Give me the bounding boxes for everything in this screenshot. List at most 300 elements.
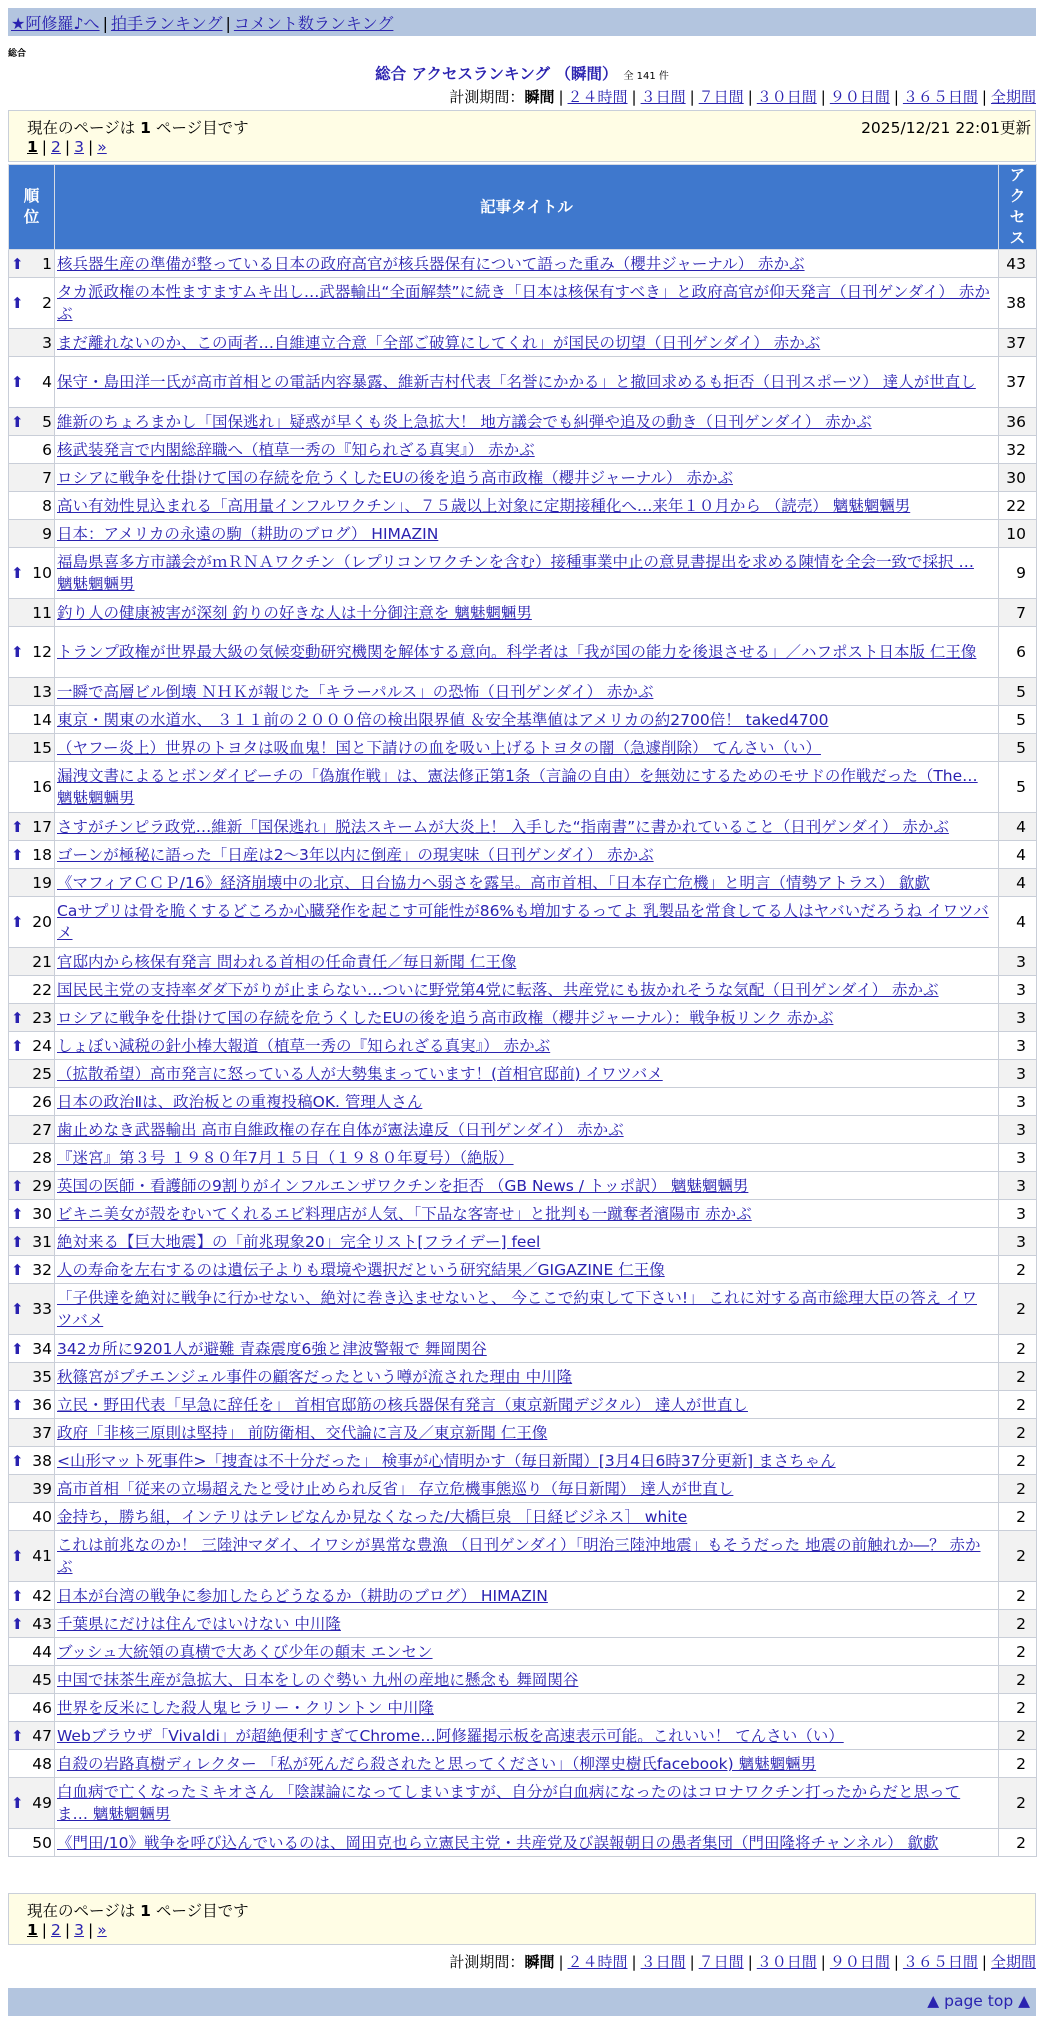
article-link[interactable]: 絶対来る【巨大地震】の「前兆現象20」完全リスト[フライデー] feel (57, 1232, 541, 1251)
rank-number: 36 (32, 1395, 52, 1414)
article-link[interactable]: 金持ち，勝ち組，インテリはテレビなんか見なくなった/大橋巨泉 ［日経ビジネス］ white (57, 1507, 688, 1526)
rank-cell (9, 869, 55, 897)
access-count: 30 (999, 464, 1037, 492)
pagination-separator: | (64, 1921, 71, 1939)
rank-cell (9, 1666, 55, 1694)
article-link[interactable]: タカ派政権の本性ますますムキ出し…武器輸出“全面解禁”に続き「日本は核保有すべき」と政府高官が仰天発言（日刊ゲンダイ） 赤かぶ (57, 283, 990, 323)
access-count: 2 (999, 1610, 1037, 1638)
period-link[interactable]: ９０日間 (829, 88, 890, 106)
article-link[interactable]: 歯止めなき武器輸出 高市自維政権の存在自体が憲法違反（日刊ゲンダイ） 赤かぶ (57, 1120, 624, 1139)
pagination (27, 1921, 107, 1939)
table-row (9, 1060, 1037, 1088)
article-link[interactable]: Webブラウザ「Vivaldi」が超絶便利すぎてChrome…阿修羅掲示板を高速表示可能。これいい！ てんさい（い） (57, 1726, 844, 1745)
access-count: 2 (999, 1503, 1037, 1531)
rank-number: 7 (42, 468, 52, 487)
up-arrow-icon: ⬆ (11, 1395, 24, 1414)
rank-number: 31 (32, 1232, 52, 1251)
article-link[interactable]: 一瞬で高層ビル倒壊 ＮＨＫが報じた「キラーパルス」の恐怖（日刊ゲンダイ） 赤かぶ (57, 682, 654, 701)
title-cell (55, 1475, 999, 1503)
rank-cell (9, 734, 55, 762)
rank-number: 40 (32, 1507, 52, 1526)
article-link[interactable]: 日本の政治Ⅱは、政治板との重複投稿OK. 管理人さん (57, 1092, 423, 1111)
rank-number: 6 (42, 440, 52, 459)
rank-cell (9, 627, 55, 678)
table-row (9, 1172, 1037, 1200)
article-link[interactable]: 自殺の岩路真樹ディレクター 「私が死んだら殺されたと思ってください」（柳澤史樹氏facebook) 魑魅魍魎男 (57, 1754, 817, 1773)
article-link[interactable]: 世界を反米にした殺人鬼ヒラリー・クリントン 中川隆 (57, 1698, 434, 1717)
rank-cell (9, 1200, 55, 1228)
table-row (9, 1722, 1037, 1750)
rank-cell (9, 1829, 55, 1857)
rank-cell (9, 492, 55, 520)
table-row (9, 948, 1037, 976)
period-link[interactable]: ３６５日間 (902, 1953, 978, 1971)
article-link[interactable]: 国民民主党の支持率ダダ下がりが止まらない…ついに野党第4党に転落、共産党にも抜かれそうな気配（日刊ゲンダイ） 赤かぶ (57, 980, 939, 999)
period-link[interactable]: ７日間 (698, 1953, 744, 1971)
title-cell (55, 1694, 999, 1722)
article-link[interactable]: まだ離れないのか、この両者…自維連立合意「全部ご破算にしてくれ」が国民の切望（日刊ゲンダイ） 赤かぶ (57, 333, 821, 352)
access-count: 3 (999, 1060, 1037, 1088)
table-row (9, 1475, 1037, 1503)
table-row (9, 813, 1037, 841)
article-link[interactable]: 《マフィアＣＣＰ/16》経済崩壊中の北京、日台協力へ弱さを露呈。高市首相、「日本存亡危機」と明言（情勢アトラス） 歙歔 (57, 873, 930, 892)
title-cell (55, 278, 999, 329)
article-link[interactable]: 政府「非核三原則は堅持」 前防衛相、交代論に言及／東京新聞 仁王像 (57, 1423, 548, 1442)
page-info-bottom (8, 1893, 1036, 1945)
article-link[interactable]: ブッシュ大統領の真横で大あくび少年の顛末 エンセン (57, 1642, 433, 1661)
pagination-separator: | (41, 1921, 48, 1939)
period-separator: | (893, 88, 899, 106)
page-status-after: ページ目です (155, 1902, 249, 1920)
article-link[interactable]: 維新のちょろまかし「国保逃れ」疑惑が早くも炎上急拡大！ 地方議会でも糾弾や追及の動き（日刊ゲンダイ） 赤かぶ (57, 412, 872, 431)
rank-cell (9, 1722, 55, 1750)
period-separator: | (820, 88, 826, 106)
page-title-line (0, 62, 1044, 84)
rank-cell (9, 1363, 55, 1391)
table-row (9, 1503, 1037, 1531)
table-header-row (9, 165, 1037, 250)
access-count: 2 (999, 1829, 1037, 1857)
access-count: 22 (999, 492, 1037, 520)
title-cell (55, 1335, 999, 1363)
table-row (9, 1666, 1037, 1694)
rank-number: 16 (32, 778, 52, 796)
article-link[interactable]: しょぼい減税の針小棒大報道（植草一秀の『知られざる真実』） 赤かぶ (57, 1036, 551, 1055)
table-row (9, 976, 1037, 1004)
access-count: 37 (999, 329, 1037, 357)
title-cell (55, 706, 999, 734)
rank-number: 32 (32, 1260, 52, 1279)
title-cell (55, 1722, 999, 1750)
rank-number: 43 (32, 1614, 52, 1633)
period-separator: | (689, 1953, 695, 1971)
access-count: 10 (999, 520, 1037, 548)
table-row (9, 1447, 1037, 1475)
up-arrow-icon: ⬆ (11, 294, 24, 312)
table-row (9, 1778, 1037, 1829)
pagination-current: 1 (27, 138, 38, 156)
title-cell (55, 1666, 999, 1694)
table-row (9, 1531, 1037, 1582)
home-link[interactable]: ★阿修羅♪へ (11, 14, 100, 33)
rank-number: 12 (32, 643, 52, 661)
up-arrow-icon: ⬆ (11, 1726, 24, 1745)
table-row (9, 869, 1037, 897)
access-count: 3 (999, 1144, 1037, 1172)
current-page-number: 1 (140, 1902, 151, 1920)
rank-number: 34 (32, 1339, 52, 1358)
rank-cell (9, 813, 55, 841)
rank-number: 19 (32, 873, 52, 892)
title-cell (55, 408, 999, 436)
rank-number: 21 (32, 952, 52, 971)
article-link[interactable]: 人の寿命を左右するのは遺伝子よりも環境や選択だという研究結果／GIGAZINE 仁王像 (57, 1260, 665, 1279)
article-link[interactable]: 《門田/10》戦争を呼び込んでいるのは、岡田克也ら立憲民主党・共産党及び誤報朝日の愚者集団（門田隆将チャンネル） 歙歔 (57, 1833, 939, 1852)
access-count: 2 (999, 1256, 1037, 1284)
title-cell (55, 1419, 999, 1447)
access-count: 2 (999, 1582, 1037, 1610)
pagination-link[interactable]: 3 (74, 1921, 85, 1939)
access-count: 2 (999, 1638, 1037, 1666)
rank-number: 28 (32, 1148, 52, 1167)
rank-number: 15 (32, 738, 52, 757)
rank-number: 41 (32, 1547, 52, 1565)
up-arrow-icon: ⬆ (11, 1614, 24, 1633)
pagination-separator: | (88, 138, 94, 156)
period-link[interactable]: ３６５日間 (902, 88, 978, 106)
title-cell (55, 1228, 999, 1256)
pagination-separator: | (41, 138, 48, 156)
page-status-text (27, 116, 249, 138)
table-row (9, 762, 1037, 813)
page-title: 総合 アクセスランキング （瞬間） (375, 65, 618, 83)
period-link[interactable]: ９０日間 (829, 1953, 890, 1971)
article-link[interactable]: <山形マット死事件>「捜査は不十分だった」 検事が心情明かす（毎日新聞）[3月4日6時37分更新] まさちゃん (57, 1451, 836, 1470)
period-separator: | (747, 1953, 753, 1971)
table-row (9, 278, 1037, 329)
rank-cell (9, 1172, 55, 1200)
title-cell (55, 1610, 999, 1638)
rank-cell (9, 1503, 55, 1531)
table-row (9, 841, 1037, 869)
title-cell (55, 1363, 999, 1391)
article-link[interactable]: 『迷宮』第３号 １９８０年7月１５日（１９８０年夏号）（絶版） (57, 1148, 514, 1167)
rank-cell (9, 841, 55, 869)
up-arrow-icon: ⬆ (11, 845, 24, 864)
pagination-link[interactable]: 3 (74, 138, 85, 156)
table-row (9, 599, 1037, 627)
title-cell (55, 1060, 999, 1088)
access-count: 2 (999, 1750, 1037, 1778)
title-cell (55, 1284, 999, 1335)
rank-cell (9, 1419, 55, 1447)
rank-number: 26 (32, 1092, 52, 1111)
rank-cell (9, 1060, 55, 1088)
article-link[interactable]: トランプ政権が世界最大級の気候変動研究機関を解体する意向。科学者は「我が国の能力を後退させる」／ハフポスト日本版 仁王像 (57, 643, 977, 661)
article-link[interactable]: 核武装発言で内閣総辞職へ（植草一秀の『知られざる真実』） 赤かぶ (57, 440, 535, 459)
pagination-separator: | (64, 138, 71, 156)
title-cell (55, 1503, 999, 1531)
access-count: 2 (999, 1694, 1037, 1722)
rank-number: 4 (42, 373, 52, 391)
access-count: 3 (999, 1172, 1037, 1200)
title-cell (55, 1531, 999, 1582)
title-cell (55, 464, 999, 492)
rank-cell (9, 1391, 55, 1419)
pagination-separator: | (88, 1921, 94, 1939)
page-top-link[interactable]: ▲ page top ▲ (927, 1992, 1030, 2010)
clap-ranking-link[interactable]: 拍手ランキング (110, 14, 223, 33)
article-link[interactable]: 福島県喜多方市議会がｍＲＮＡワクチン（レプリコンワクチンを含む）接種事業中止の意見書提出を求める陳情を全会一致で採択 … 魑魅魍魎男 (57, 553, 974, 593)
rank-number: 20 (32, 913, 52, 931)
rank-number: 23 (32, 1008, 52, 1027)
up-arrow-icon: ⬆ (11, 1036, 24, 1055)
period-separator: | (893, 1953, 899, 1971)
category-label: 総合 (8, 49, 27, 59)
rank-number: 17 (32, 817, 52, 836)
up-arrow-icon: ⬆ (11, 1260, 24, 1279)
article-link[interactable]: 保守・島田洋一氏が高市首相との電話内容暴露、維新吉村代表「名誉にかかる」と撤回求めるも拒否（日刊スポーツ） 達人が世直し (57, 373, 976, 391)
period-link[interactable]: 全期間 (990, 88, 1036, 106)
article-link[interactable]: 日本：アメリカの永遠の駒（耕助のブログ） HIMAZIN (57, 524, 439, 543)
access-count: 3 (999, 948, 1037, 976)
article-link[interactable]: 官邸内から核保有発言 問われる首相の任命責任／毎日新聞 仁王像 (57, 952, 517, 971)
access-count: 5 (999, 734, 1037, 762)
access-count: 3 (999, 1116, 1037, 1144)
article-link[interactable]: 千葉県にだけは住んではいけない 中川隆 (57, 1614, 341, 1633)
table-row (9, 1004, 1037, 1032)
rank-number: 13 (32, 682, 52, 701)
period-link[interactable]: 全期間 (990, 1953, 1036, 1971)
rank-number: 33 (32, 1300, 52, 1318)
rank-number: 25 (32, 1064, 52, 1083)
up-arrow-icon: ⬆ (11, 1339, 24, 1358)
access-count: 32 (999, 436, 1037, 464)
article-link[interactable]: さすがチンピラ政党…維新「国保逃れ」脱法スキームが大炎上！ 入手した“指南書”に書かれていること（日刊ゲンダイ） 赤かぶ (57, 817, 949, 836)
page-status-text (27, 1899, 249, 1921)
rank-cell (9, 548, 55, 599)
pagination-next[interactable]: » (97, 1921, 107, 1939)
rank-cell (9, 1144, 55, 1172)
table-row (9, 329, 1037, 357)
pagination-link[interactable]: 2 (51, 1921, 61, 1939)
article-link[interactable]: 秋篠宮がプチエンジェル事件の顧客だったという噂が流された理由 中川隆 (57, 1367, 573, 1386)
up-arrow-icon: ⬆ (11, 1794, 24, 1812)
title-cell (55, 599, 999, 627)
table-row (9, 1200, 1037, 1228)
title-cell (55, 1829, 999, 1857)
table-row (9, 520, 1037, 548)
rank-cell (9, 1694, 55, 1722)
article-link[interactable]: 英国の医師・看護師の9割りがインフルエンザワクチンを拒否 （GB News / トッポ訳） 魑魅魍魎男 (57, 1176, 749, 1195)
access-count: 7 (999, 599, 1037, 627)
article-link[interactable]: 漏洩文書によるとボンダイビーチの「偽旗作戦」は、憲法修正第1条（言論の自由）を無効にするためのモサドの作戦だった（The… 魑魅魍魎男 (57, 767, 978, 807)
column-header-rank: 順位 (9, 165, 55, 250)
page-status-after: ページ目です (155, 119, 249, 137)
title-cell (55, 976, 999, 1004)
rank-number: 1 (42, 254, 52, 273)
pagination-current: 1 (27, 1921, 38, 1939)
table-row (9, 464, 1037, 492)
title-cell (55, 548, 999, 599)
rank-number: 49 (32, 1794, 52, 1812)
up-arrow-icon: ⬆ (11, 1300, 24, 1318)
rank-number: 50 (32, 1833, 52, 1852)
article-link[interactable]: 342カ所に9201人が避難 青森震度6強と津波警報で 舞岡関谷 (57, 1339, 487, 1358)
rank-number: 24 (32, 1036, 52, 1055)
rank-number: 9 (42, 524, 52, 543)
period-separator: | (558, 1953, 564, 1971)
article-link[interactable]: ゴーンが極秘に語った「日産は2～3年以内に倒産」の現実味（日刊ゲンダイ） 赤かぶ (57, 845, 654, 864)
up-arrow-icon: ⬆ (11, 412, 24, 431)
article-link[interactable]: 核兵器生産の準備が整っている日本の政府高官が核兵器保有について語った重み（櫻井ジャーナル） 赤かぶ (57, 254, 805, 273)
rank-number: 18 (32, 845, 52, 864)
nav-separator: | (102, 14, 108, 33)
comment-ranking-link[interactable]: コメント数ランキング (233, 14, 394, 33)
access-count: 5 (999, 678, 1037, 706)
article-link[interactable]: Caサプリは骨を脆くするどころか心臓発作を起こす可能性が86%も増加するってよ 乳製品を常食してる人はヤバいだろうね イワツバメ (57, 902, 989, 942)
period-link[interactable]: ７日間 (698, 88, 744, 106)
rank-cell (9, 948, 55, 976)
rank-number: 8 (42, 496, 52, 515)
period-separator: | (689, 88, 695, 106)
access-count: 4 (999, 897, 1037, 948)
title-cell (55, 357, 999, 408)
rank-number: 45 (32, 1670, 52, 1689)
table-row (9, 492, 1037, 520)
access-count: 4 (999, 869, 1037, 897)
table-row (9, 1088, 1037, 1116)
period-separator: | (558, 88, 564, 106)
article-link[interactable]: 中国で抹茶生産が急拡大、日本をしのぐ勢い 九州の産地に懸念も 舞岡関谷 (57, 1670, 579, 1689)
rank-number: 30 (32, 1204, 52, 1223)
period-separator: | (747, 88, 753, 106)
rank-number: 44 (32, 1642, 52, 1661)
access-count: 5 (999, 762, 1037, 813)
ranking-body (9, 250, 1037, 1857)
article-link[interactable]: ロシアに戦争を仕掛けて国の存続を危うくしたEUの後を追う高市政権（櫻井ジャーナル）：戦争板リンク 赤かぶ (57, 1008, 834, 1027)
title-cell (55, 869, 999, 897)
article-link[interactable]: 「子供達を絶対に戦争に行かせない、絶対に巻き込ませないと、 今ここで約束して下さい!」 これに対する高市総理大臣の答え イワツバメ (57, 1289, 977, 1329)
access-count: 2 (999, 1475, 1037, 1503)
rank-number: 11 (32, 603, 52, 622)
rank-cell (9, 278, 55, 329)
page-status-before: 現在のページは (27, 119, 136, 137)
nav-separator: | (225, 14, 231, 33)
article-link[interactable]: 釣り人の健康被害が深刻 釣りの好きな人は十分御注意を 魑魅魍魎男 (57, 603, 532, 622)
up-arrow-icon: ⬆ (11, 1451, 24, 1470)
period-current: 瞬間 (524, 1953, 555, 1971)
title-cell (55, 1032, 999, 1060)
total-count: 全 141 件 (623, 71, 669, 82)
column-header-title: 記事タイトル (55, 165, 999, 250)
rank-cell (9, 1088, 55, 1116)
rank-number: 14 (32, 710, 52, 729)
table-row (9, 1363, 1037, 1391)
article-link[interactable]: 白血病で亡くなったミキオさん 「陰謀論になってしまいますが、自分が白血病になったのはコロナワクチン打ったからだと思ってま… 魑魅魍魎男 (57, 1783, 961, 1823)
article-link[interactable]: ビキニ美女が殻をむいてくれるエビ料理店が人気、「下品な客寄せ」と批判も一蹴奪者濱陽市 赤かぶ (57, 1204, 752, 1223)
period-link[interactable]: ３日間 (640, 1953, 686, 1971)
rank-cell (9, 329, 55, 357)
period-link[interactable]: ３０日間 (756, 1953, 817, 1971)
column-header-access: アクセス (999, 165, 1037, 250)
title-cell (55, 1172, 999, 1200)
title-cell (55, 1447, 999, 1475)
period-link[interactable]: ３０日間 (756, 88, 817, 106)
title-cell (55, 1638, 999, 1666)
rank-cell (9, 1228, 55, 1256)
article-link[interactable]: 立民・野田代表「早急に辞任を」 首相官邸筋の核兵器保有発言（東京新聞デジタル） 達人が世直し (57, 1395, 748, 1414)
table-row (9, 897, 1037, 948)
table-row (9, 678, 1037, 706)
period-separator: | (820, 1953, 826, 1971)
up-arrow-icon: ⬆ (11, 1176, 24, 1195)
article-link[interactable]: 東京・関東の水道水、 ３１１前の２０００倍の検出限界値 ＆安全基準値はアメリカの約2700倍！ taked4700 (57, 710, 829, 729)
title-cell (55, 841, 999, 869)
article-link[interactable]: （拡散希望）高市発言に怒っている人が大勢集まっています！(首相官邸前) イワツバメ (57, 1064, 663, 1083)
access-count: 2 (999, 1391, 1037, 1419)
access-count: 37 (999, 357, 1037, 408)
table-row (9, 436, 1037, 464)
table-row (9, 1144, 1037, 1172)
rank-cell (9, 1475, 55, 1503)
table-row (9, 1694, 1037, 1722)
table-row (9, 1228, 1037, 1256)
period-link[interactable]: ３日間 (640, 88, 686, 106)
rank-cell (9, 599, 55, 627)
article-link[interactable]: ロシアに戦争を仕掛けて国の存続を危うくしたEUの後を追う高市政権（櫻井ジャーナル） 赤かぶ (57, 468, 733, 487)
up-arrow-icon: ⬆ (11, 1547, 24, 1565)
access-count: 38 (999, 278, 1037, 329)
table-row (9, 250, 1037, 278)
period-link[interactable]: ２４時間 (567, 1953, 628, 1971)
article-link[interactable]: 高市首相「従来の立場超えたと受け止められ反省」 存立危機事態巡り（毎日新聞） 達人が世直し (57, 1479, 734, 1498)
title-cell (55, 1088, 999, 1116)
table-row (9, 1610, 1037, 1638)
rank-cell (9, 357, 55, 408)
rank-cell (9, 706, 55, 734)
title-cell (55, 1144, 999, 1172)
rank-cell (9, 1284, 55, 1335)
article-link[interactable]: これは前兆なのか！ 三陸沖マダイ、イワシが異常な豊漁 （日刊ゲンダイ）「明治三陸沖地震」もそうだった 地震の前触れか―？ 赤かぶ (57, 1536, 981, 1576)
pagination-link[interactable]: 2 (51, 138, 61, 156)
period-separator: | (631, 1953, 637, 1971)
table-row (9, 1582, 1037, 1610)
access-count: 9 (999, 548, 1037, 599)
table-row (9, 1284, 1037, 1335)
access-count: 2 (999, 1722, 1037, 1750)
period-link[interactable]: ２４時間 (567, 88, 628, 106)
article-link[interactable]: （ヤフー炎上）世界のトヨタは吸血鬼！国と下請けの血を吸い上げるトヨタの闇（急遽削除） てんさい（い） (57, 738, 821, 757)
table-row (9, 1256, 1037, 1284)
article-link[interactable]: 高い有効性見込まれる「高用量インフルワクチン」、７５歳以上対象に定期接種化へ…来年１０月から （読売） 魑魅魍魎男 (57, 496, 911, 515)
rank-cell (9, 1447, 55, 1475)
current-page-number: 1 (140, 119, 151, 137)
rank-number: 3 (42, 333, 52, 352)
rank-number: 46 (32, 1698, 52, 1717)
pagination-next[interactable]: » (97, 138, 107, 156)
table-row (9, 706, 1037, 734)
rank-number: 47 (32, 1726, 52, 1745)
period-selector-bottom (449, 1951, 1036, 1972)
rank-cell (9, 436, 55, 464)
title-cell (55, 1256, 999, 1284)
table-row (9, 408, 1037, 436)
article-link[interactable]: 日本が台湾の戦争に参加したらどうなるか（耕助のブログ） HIMAZIN (57, 1586, 548, 1605)
title-cell (55, 948, 999, 976)
rank-cell (9, 520, 55, 548)
rank-number: 39 (32, 1479, 52, 1498)
